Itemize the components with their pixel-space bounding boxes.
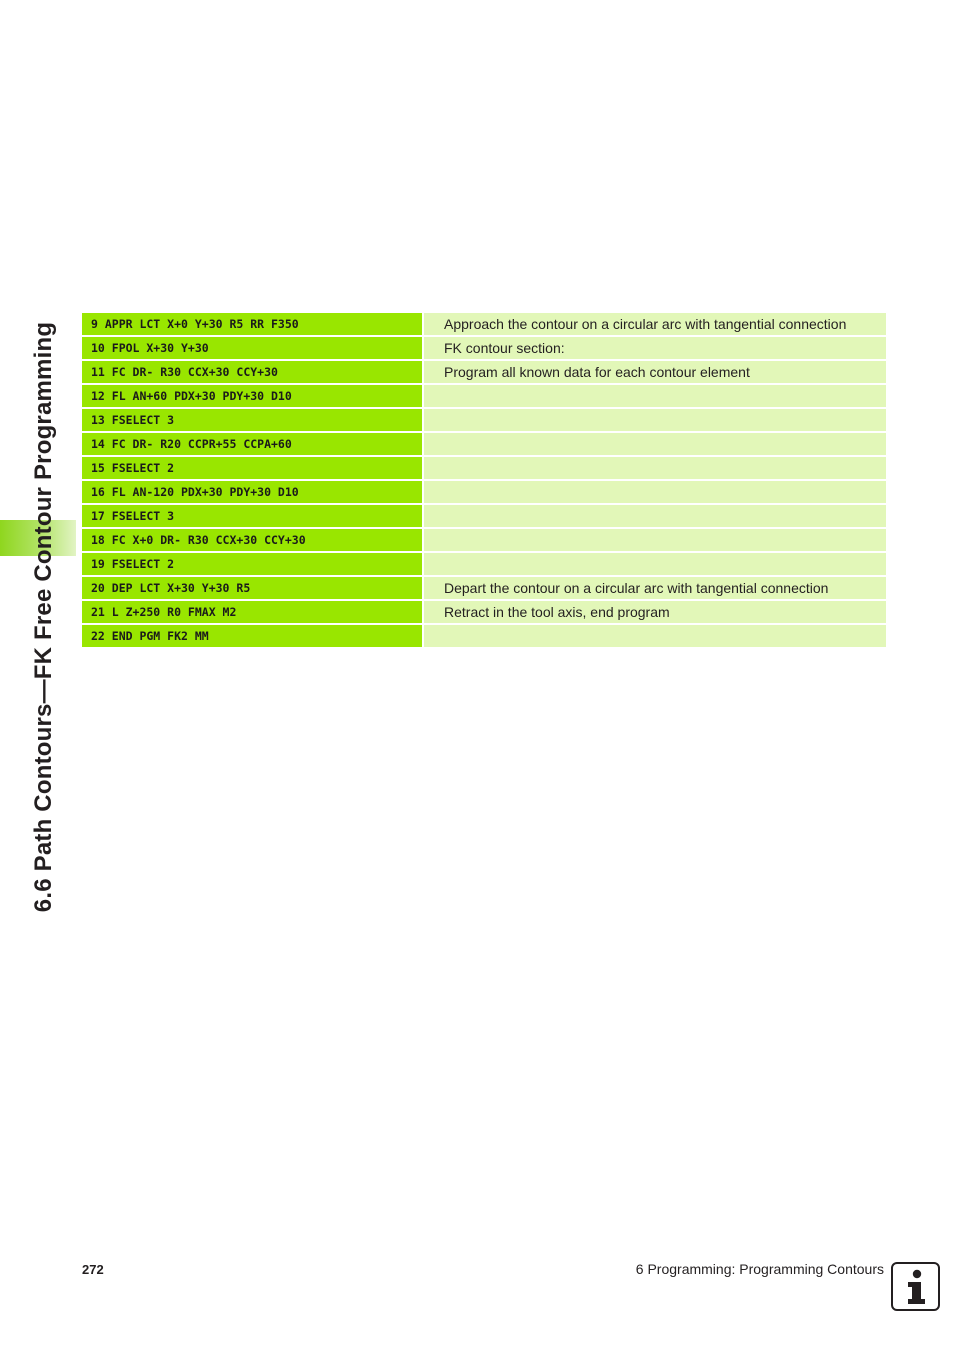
nc-block-description: FK contour section: bbox=[424, 337, 886, 359]
nc-block-description: Depart the contour on a circular arc with tangential connection bbox=[424, 577, 886, 599]
nc-block-code: 16 FL AN-120 PDX+30 PDY+30 D10 bbox=[82, 481, 422, 503]
page-number: 272 bbox=[82, 1262, 104, 1277]
nc-block-code: 20 DEP LCT X+30 Y+30 R5 bbox=[82, 577, 422, 599]
table-row bbox=[82, 625, 886, 647]
nc-block-code: 21 L Z+250 R0 FMAX M2 bbox=[82, 601, 422, 623]
nc-block-description bbox=[424, 385, 886, 407]
table-row bbox=[82, 601, 886, 623]
nc-block-description: Retract in the tool axis, end program bbox=[424, 601, 886, 623]
table-row bbox=[82, 529, 886, 551]
table-row bbox=[82, 361, 886, 383]
nc-block-code: 14 FC DR- R20 CCPR+55 CCPA+60 bbox=[82, 433, 422, 455]
nc-block-description bbox=[424, 433, 886, 455]
table-row bbox=[82, 337, 886, 359]
nc-block-description bbox=[424, 481, 886, 503]
nc-block-code: 13 FSELECT 3 bbox=[82, 409, 422, 431]
nc-block-code: 19 FSELECT 2 bbox=[82, 553, 422, 575]
nc-program-table bbox=[82, 313, 886, 649]
nc-block-description: Program all known data for each contour element bbox=[424, 361, 886, 383]
nc-block-description bbox=[424, 505, 886, 527]
nc-block-description: Approach the contour on a circular arc with tangential connection bbox=[424, 313, 886, 335]
nc-block-code: 10 FPOL X+30 Y+30 bbox=[82, 337, 422, 359]
info-icon[interactable] bbox=[891, 1262, 940, 1311]
nc-block-description bbox=[424, 409, 886, 431]
table-row bbox=[82, 481, 886, 503]
table-row bbox=[82, 505, 886, 527]
nc-block-code: 18 FC X+0 DR- R30 CCX+30 CCY+30 bbox=[82, 529, 422, 551]
table-row bbox=[82, 433, 886, 455]
nc-block-description bbox=[424, 553, 886, 575]
table-row bbox=[82, 577, 886, 599]
table-row bbox=[82, 385, 886, 407]
info-icon-glyph bbox=[893, 1264, 938, 1309]
chapter-label: 6 Programming: Programming Contours bbox=[635, 1261, 884, 1277]
nc-block-code: 17 FSELECT 3 bbox=[82, 505, 422, 527]
nc-block-description bbox=[424, 457, 886, 479]
nc-block-code: 9 APPR LCT X+0 Y+30 R5 RR F350 bbox=[82, 313, 422, 335]
nc-block-description bbox=[424, 529, 886, 551]
nc-block-code: 11 FC DR- R30 CCX+30 CCY+30 bbox=[82, 361, 422, 383]
table-row bbox=[82, 553, 886, 575]
table-row bbox=[82, 409, 886, 431]
table-row bbox=[82, 313, 886, 335]
section-title: 6.6 Path Contours—FK Free Contour Programming bbox=[30, 321, 57, 913]
nc-block-code: 12 FL AN+60 PDX+30 PDY+30 D10 bbox=[82, 385, 422, 407]
nc-block-description bbox=[424, 625, 886, 647]
nc-block-code: 15 FSELECT 2 bbox=[82, 457, 422, 479]
nc-block-code: 22 END PGM FK2 MM bbox=[82, 625, 422, 647]
table-row bbox=[82, 457, 886, 479]
